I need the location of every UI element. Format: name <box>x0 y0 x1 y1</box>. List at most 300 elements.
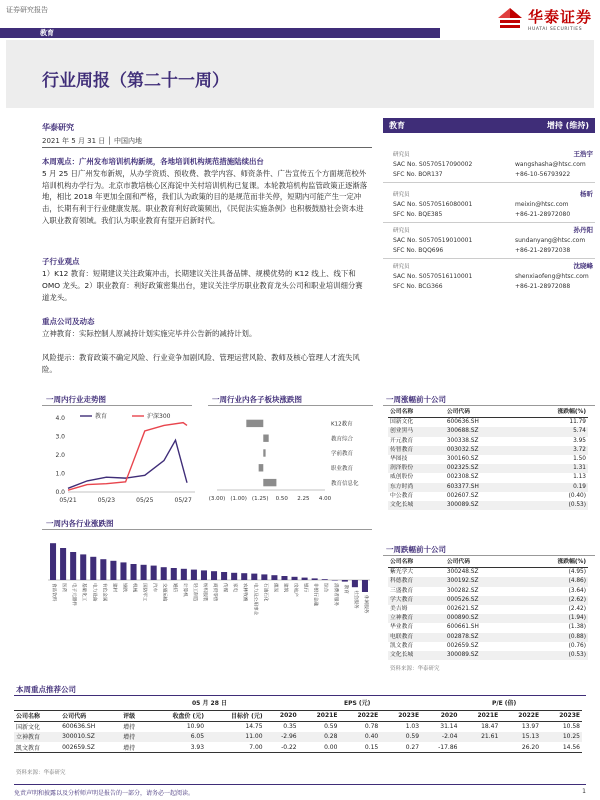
category-label: 教育综合 <box>331 436 354 443</box>
table-cell: 6.05 <box>190 733 205 741</box>
footer <box>14 784 586 797</box>
table-cell: 26.20 <box>500 742 541 753</box>
table-cell: (0.40) <box>568 492 586 499</box>
analyst-block <box>393 262 593 291</box>
column-header: 2020 <box>265 711 299 722</box>
category-label: K12教育 <box>331 421 353 428</box>
table-cell: (1.38) <box>568 624 586 631</box>
rating-bar <box>383 118 595 133</box>
analyst-block <box>393 226 593 255</box>
subsector-bar <box>263 449 265 456</box>
loser-row <box>388 651 588 660</box>
category-label: 商贸零售 <box>212 583 218 602</box>
analyst-sac: SAC No. S0570516110001 <box>393 273 473 281</box>
analyst-role: 研究员 <box>393 152 410 158</box>
table-cell: 300192.SZ <box>445 577 520 586</box>
table-cell: 科德教育 <box>388 577 445 586</box>
column-header: 2022E <box>339 711 380 722</box>
table-cell: 增持 <box>121 742 147 753</box>
analyst-name: 杨昕 <box>580 190 593 198</box>
column-header: 公司代码 <box>445 408 520 418</box>
analyst-sac-row <box>393 160 593 169</box>
industry-bar <box>161 567 167 580</box>
table-cell: 三盛教育 <box>390 587 414 594</box>
category-label: 建筑 <box>282 583 288 593</box>
category-label: 房地产 <box>292 583 298 597</box>
report-type-label: 证券研究报告 <box>6 6 48 14</box>
table-cell: 紫光学大 <box>390 569 414 576</box>
gainer-row <box>388 483 588 492</box>
table-cell: (4.95) <box>568 569 586 576</box>
loser-row <box>388 614 588 623</box>
table-cell: 0.35 <box>283 723 297 730</box>
industry-bar <box>60 548 66 580</box>
divider <box>42 405 192 406</box>
table-cell: 11.00 <box>245 733 263 741</box>
table-cell: (2.62) <box>520 596 588 605</box>
table-cell: -0.22 <box>265 742 299 753</box>
column-header: 公司名称 <box>14 711 60 722</box>
table-cell: 增持 <box>123 724 136 731</box>
analyst-sfc-row <box>393 246 593 255</box>
risk-text: 风险提示：教育政策不确定风险、行业竞争加剧风险、管理运营风险、教师及核心管理人才流失风险。 <box>42 353 360 374</box>
divider <box>383 182 595 183</box>
divider <box>14 695 586 696</box>
table-cell: 0.19 <box>520 483 588 492</box>
analyst-email[interactable]: sundanyang@htsc.com <box>515 237 586 245</box>
table-cell: 18.47 <box>481 723 499 730</box>
analyst-email[interactable]: wangshasha@htsc.com <box>515 161 586 169</box>
analyst-sfc: SFC No. BQQ696 <box>393 246 444 254</box>
industry-bar <box>171 568 177 580</box>
category-label: 职业教育 <box>331 466 354 473</box>
analyst-header <box>393 226 593 236</box>
x-tick-label: 4.00 <box>318 496 332 502</box>
table-cell: 立神教育 <box>388 614 445 623</box>
core-view-headline: 广州发布培训机构新规，各地培训机构规范措施陆续出台 <box>78 157 264 166</box>
legend-label: 教育 <box>95 413 108 420</box>
column-header: 公司名称 <box>388 558 445 568</box>
table-cell: 7.00 <box>206 742 265 753</box>
table-cell: 14.75 <box>245 723 263 730</box>
series-line <box>68 440 187 488</box>
table-cell: 300089.SZ <box>445 651 520 660</box>
category-label: 纺织服装 <box>201 583 207 602</box>
column-header: 2023E <box>380 711 421 722</box>
table-cell: 0.78 <box>364 723 379 730</box>
table-cell: (0.53) <box>520 651 588 660</box>
category-label: 银行 <box>302 583 308 593</box>
divider <box>383 405 595 406</box>
rating-sector: 教育 <box>389 121 405 130</box>
legend-label: 沪深300 <box>147 413 171 420</box>
subsector-bar <box>259 464 264 471</box>
subsector-bar <box>263 479 276 486</box>
subsector-bar <box>246 420 263 427</box>
table-cell: 华业教育 <box>390 624 414 631</box>
industry-bar <box>181 569 187 580</box>
column-header: 目标价 (元) <box>206 711 265 722</box>
category-label: 电力设备 <box>91 583 97 602</box>
column-header: 公司代码 <box>60 711 121 722</box>
huatai-logo <box>496 6 592 32</box>
table-cell: 11.79 <box>569 419 586 426</box>
table-cell: 增持 <box>123 734 136 742</box>
table-cell: -2.96 <box>281 733 297 741</box>
table-cell: 1.13 <box>573 474 586 481</box>
table-cell: 文化长城 <box>388 651 445 660</box>
table-cell: -2.04 <box>441 733 458 741</box>
industry-bar <box>261 574 267 580</box>
loser-row <box>388 605 588 614</box>
analyst-block <box>393 190 593 219</box>
table-cell: 学大教育 <box>388 596 445 605</box>
category-label: 钢铁 <box>121 583 127 593</box>
analyst-role: 研究员 <box>393 264 410 270</box>
category-label: 教育信息化 <box>331 480 359 487</box>
industry-bar <box>322 579 328 580</box>
table-cell: 3.93 <box>148 742 207 753</box>
losers-table <box>388 558 588 660</box>
table-cell: (0.53) <box>520 501 588 510</box>
analyst-sac: SAC No. S0570519010001 <box>393 237 473 245</box>
table-cell: 0.00 <box>299 742 340 753</box>
y-tick-label: 4.0 <box>55 415 65 422</box>
core-view-label: 本周观点： <box>42 157 79 166</box>
table-cell: 开元教育 <box>390 437 414 444</box>
category-label: 综合 <box>322 583 328 593</box>
table-header-row <box>388 558 588 568</box>
rating-value: 增持 (维持) <box>546 121 589 130</box>
x-tick-label: 05/23 <box>97 497 116 504</box>
recommend-table <box>14 710 582 753</box>
industry-bar <box>281 576 287 580</box>
category-label: 学前教育 <box>331 451 354 458</box>
analyst-sfc: SFC No. BQE385 <box>393 210 443 218</box>
table-cell <box>459 742 500 753</box>
table-cell: 创业黑马 <box>388 427 445 436</box>
industry-bar <box>231 573 237 580</box>
industry-bar <box>251 574 257 580</box>
category-label: 家电 <box>232 583 238 593</box>
divider <box>383 555 595 556</box>
industry-bar <box>362 580 368 592</box>
column-header: 评级 <box>121 711 147 722</box>
gainer-row <box>388 492 588 501</box>
industry-bar <box>151 566 157 580</box>
industry-bar <box>221 572 227 580</box>
table-cell: 国新文化 <box>16 724 41 731</box>
gainer-row <box>388 418 588 428</box>
analyst-phone: +86-21-28972080 <box>515 210 571 218</box>
table-cell: 300248.SZ <box>446 569 479 576</box>
category-label: 教育 <box>40 29 54 37</box>
category-label: 汽车 <box>151 583 157 593</box>
pe-header: P/E (倍) <box>492 700 517 707</box>
analyst-email[interactable]: shenxiaofeng@htsc.com <box>515 273 589 281</box>
y-tick-label: 1.0 <box>55 470 65 478</box>
gainer-row <box>388 427 588 436</box>
date-header: 05 月 28 日 <box>192 700 227 707</box>
analyst-sac-row <box>393 272 593 281</box>
x-tick-label: (3.00) <box>208 496 226 502</box>
industry-bar <box>120 562 126 580</box>
x-tick-label: 05/25 <box>136 497 154 504</box>
divider <box>383 222 595 223</box>
x-tick-label: 05/21 <box>59 497 77 504</box>
table-cell: 中公教育 <box>390 492 414 499</box>
column-header: 2022E <box>500 711 541 722</box>
chart2-title: 一周行业内各子板块涨跌图 <box>212 395 302 404</box>
category-label: 食品饮料 <box>51 583 57 602</box>
analyst-sac: SAC No. S0570517090002 <box>393 161 473 169</box>
core-view-text: 5 月 25 日广州发布新规，从办学资质、预收费、教学内容、师资条件、广告宣传五个方面规范校外培训机构办学行为。北京市教培核心区海淀中关村培训机构已复课。本轮教培机构监管政策正逐渐落地，相比 2018 年更加全面和严格，我们认为政策的目的是规范而非关停，短期内可能产生一定冲击，长期有利于行业健康发展。职业教育利好政策频出，《民促法实施条例》也积极鼓励社会资本进入职业教育领域。我们认为职业教育有望开启新时代。 <box>42 168 368 225</box>
column-header: 2023E <box>541 711 582 722</box>
gainers-title: 一周涨幅前十公司 <box>386 395 446 404</box>
report-title: 行业周报（第二十一周） <box>42 71 229 91</box>
analyst-sfc-row <box>393 282 593 291</box>
report-date: 2021 年 5 月 31 日 │ 中国内地 <box>42 137 142 145</box>
core-view <box>42 156 370 227</box>
industry-bar <box>50 543 56 580</box>
series-line <box>68 423 187 491</box>
table-cell: 300338.SZ <box>446 437 479 444</box>
recommend-row <box>14 742 582 753</box>
analyst-sac-row <box>393 236 593 245</box>
table-cell: 15.13 <box>521 733 540 741</box>
table-cell: 002308.SZ <box>446 474 479 481</box>
loser-row <box>388 596 588 605</box>
table-cell: 0.59 <box>324 723 338 730</box>
gainer-row <box>388 437 588 446</box>
industry-bar <box>352 580 358 587</box>
logo-mark-icon <box>496 6 524 32</box>
table-cell: 300160.SZ <box>446 456 479 463</box>
category-label: 机械 <box>131 583 137 593</box>
table-cell: 300010.SZ <box>62 733 95 741</box>
recommend-row <box>14 721 582 732</box>
recommend-row <box>14 732 582 743</box>
industry-bar <box>191 570 197 580</box>
table-cell: 0.28 <box>324 733 338 741</box>
table-cell: 华图技 <box>390 456 408 463</box>
table-cell: 1.50 <box>573 456 586 463</box>
table-cell: 000526.SZ <box>445 596 520 605</box>
table-cell: 600661.SH <box>446 624 479 631</box>
analyst-phone: +86-21-28972038 <box>515 246 571 254</box>
analyst-sfc: SFC No. BOR137 <box>393 170 443 178</box>
industry-bar <box>241 573 247 580</box>
table-cell: 凯文教育 <box>390 642 414 649</box>
x-tick-label: 05/27 <box>174 497 192 504</box>
author: 华泰研究 <box>42 123 74 132</box>
category-label: 社会服务 <box>352 590 358 609</box>
loser-row <box>388 633 588 642</box>
y-tick-label: 3.0 <box>55 433 65 441</box>
category-label: 有色金属 <box>101 583 107 602</box>
industry-bar <box>342 580 348 582</box>
sub-sector-text: 1）K12 教育：短期建议关注政策冲击，长期建议关注具备品牌、规模优势的 K12 线上、线下和 OMO 龙头。2）职业教育：利好政策密集出台，建议关注学历职业教育龙头公司和职业培训细分赛道龙头。 <box>42 269 363 302</box>
table-cell: (4.86) <box>520 577 588 586</box>
analyst-header <box>393 150 593 160</box>
industry-bar <box>302 578 308 580</box>
table-cell: 300282.SZ <box>446 587 479 594</box>
gainer-row <box>388 446 588 455</box>
loser-row <box>388 623 588 632</box>
table-cell: 东方时尚 <box>388 483 445 492</box>
table-cell: 凯文教育 <box>14 742 60 753</box>
category-label: 消费者服务 <box>332 583 338 606</box>
analyst-role: 研究员 <box>393 228 410 234</box>
table-cell: 传智教育 <box>388 446 445 455</box>
table-cell: 美吉姆 <box>390 606 408 613</box>
table-cell: 002325.SZ <box>445 464 520 473</box>
industry-bar <box>312 578 318 580</box>
gainer-row <box>388 464 588 473</box>
loser-row <box>388 568 588 578</box>
table-cell: 0.59 <box>405 733 420 741</box>
industry-bar <box>271 575 277 580</box>
category-label: 国防军工 <box>141 583 147 602</box>
analyst-sac-row <box>393 200 593 209</box>
gainer-row <box>388 473 588 482</box>
sub-sector-title: 子行业观点 <box>42 257 80 266</box>
category-label: 计算机 <box>181 583 187 597</box>
table-cell: 600636.SH <box>62 723 96 730</box>
x-tick-label: (1.25) <box>251 496 269 502</box>
industry-bar <box>211 571 217 580</box>
table-cell: 3.95 <box>573 437 586 444</box>
category-label: 休闲服务 <box>362 595 368 614</box>
chart3-title: 一周内各行业涨跌图 <box>46 519 114 528</box>
table-cell: 文化长城 <box>388 501 445 510</box>
table-cell: 002621.SZ <box>446 606 479 613</box>
category-label: 建材 <box>111 583 117 593</box>
industry-bar <box>100 559 106 580</box>
category-label: 基础化工 <box>81 583 87 602</box>
table-cell: (2.42) <box>568 606 586 613</box>
table-cell: 21.61 <box>481 733 499 741</box>
analyst-sfc: SFC No. BCG366 <box>393 282 443 290</box>
page-number: 1 <box>582 788 586 795</box>
loser-row <box>388 642 588 651</box>
analyst-phone: +86-21-28972088 <box>515 282 571 290</box>
column-header: 涨跌幅(%) <box>520 558 588 568</box>
table-cell: (1.94) <box>520 614 588 623</box>
table-cell: 002607.SZ <box>446 492 479 499</box>
table-cell: (0.76) <box>568 642 586 649</box>
analyst-email[interactable]: meixin@htsc.com <box>515 201 569 209</box>
column-header: 公司代码 <box>445 558 520 568</box>
table-cell: 0.40 <box>364 733 379 741</box>
industry-trend-chart <box>40 410 200 510</box>
table-cell: 威创股份 <box>390 474 414 481</box>
subsector-bar <box>263 435 268 442</box>
company-text: 立神教育：实际控制人原减持计划实施完毕并公告新的减持计划。 <box>42 329 257 338</box>
industry-bar <box>141 565 147 580</box>
logo-text-en: HUATAI SECURITIES <box>527 27 583 32</box>
analyst-name: 王浩宇 <box>573 150 593 158</box>
analyst-header <box>393 262 593 272</box>
analyst-name: 沈晓峰 <box>573 262 593 270</box>
divider <box>383 258 595 259</box>
analyst-sfc-row <box>393 170 593 179</box>
table-cell: 5.74 <box>520 427 588 436</box>
category-label: 教育 <box>342 584 348 594</box>
category-label: 通信 <box>171 583 177 593</box>
x-tick-label: (1.00) <box>230 496 247 502</box>
divider <box>42 147 372 148</box>
analyst-phone: +86-10-56793922 <box>515 170 571 178</box>
analyst-sac: SAC No. S0570516080001 <box>393 201 473 209</box>
recommend-source: 资料来源：华泰研究 <box>16 770 66 776</box>
eps-header: EPS (元) <box>344 700 371 707</box>
column-header: 2021E <box>459 711 500 722</box>
analyst-header <box>393 190 593 200</box>
table-cell: 3.72 <box>520 446 588 455</box>
industry-chart <box>40 534 375 646</box>
gainer-row <box>388 501 588 510</box>
category-label: 电力及公用事业 <box>252 583 258 616</box>
table-cell: 电联教育 <box>388 633 445 642</box>
y-tick-label: 2.0 <box>55 452 65 459</box>
table-cell: 10.58 <box>562 723 580 730</box>
category-label: 非银行金融 <box>312 583 318 606</box>
table-cell: 603377.SH <box>445 483 520 492</box>
y-tick-label: 0.0 <box>55 489 65 496</box>
table-cell: 润泽股份 <box>388 464 445 473</box>
category-label: 轻工制造 <box>191 583 197 602</box>
table-cell: 国新文化 <box>390 419 414 426</box>
recommend-title: 本周重点推荐公司 <box>16 685 76 694</box>
table-cell: 立神教育 <box>16 734 41 742</box>
industry-bar <box>80 554 86 580</box>
industry-bar <box>201 570 207 580</box>
category-label: 石油石化 <box>262 583 268 602</box>
analyst-sfc-row <box>393 210 593 219</box>
column-header: 涨跌幅(%) <box>520 408 588 418</box>
table-cell: 0.27 <box>380 742 421 753</box>
industry-bar <box>70 552 76 580</box>
table-cell: (0.88) <box>520 633 588 642</box>
category-bar <box>0 28 440 38</box>
column-header: 公司名称 <box>388 408 445 418</box>
logo-text-cn: 华泰证券 <box>527 8 592 26</box>
divider <box>42 529 372 530</box>
industry-bar <box>90 557 96 580</box>
table-cell: 300089.SZ <box>445 501 520 510</box>
table-header-row <box>14 711 582 722</box>
table-cell: 10.90 <box>186 723 205 730</box>
table-cell: 1.31 <box>520 464 588 473</box>
table-cell: 002659.SZ <box>60 742 121 753</box>
table-cell: 10.25 <box>562 733 580 741</box>
column-header: 收盘价 (元) <box>148 711 207 722</box>
gainers-table <box>388 408 588 510</box>
table-cell: 003032.SZ <box>445 446 520 455</box>
category-label: 交通运输 <box>161 583 167 602</box>
loser-row <box>388 587 588 596</box>
disclaimer-text: 免责声明和披露以及分析师声明是报告的一部分，请务必一起阅读。 <box>14 790 195 797</box>
category-label: 电子元器件 <box>71 583 77 606</box>
analyst-block <box>393 150 593 179</box>
industry-bar <box>332 580 338 581</box>
table-cell: 0.15 <box>339 742 380 753</box>
industry-bar <box>292 577 298 580</box>
chart1-title: 一周内行业走势图 <box>46 395 106 404</box>
table-cell: 1.03 <box>405 723 420 730</box>
category-label: 农林牧渔 <box>242 583 248 602</box>
